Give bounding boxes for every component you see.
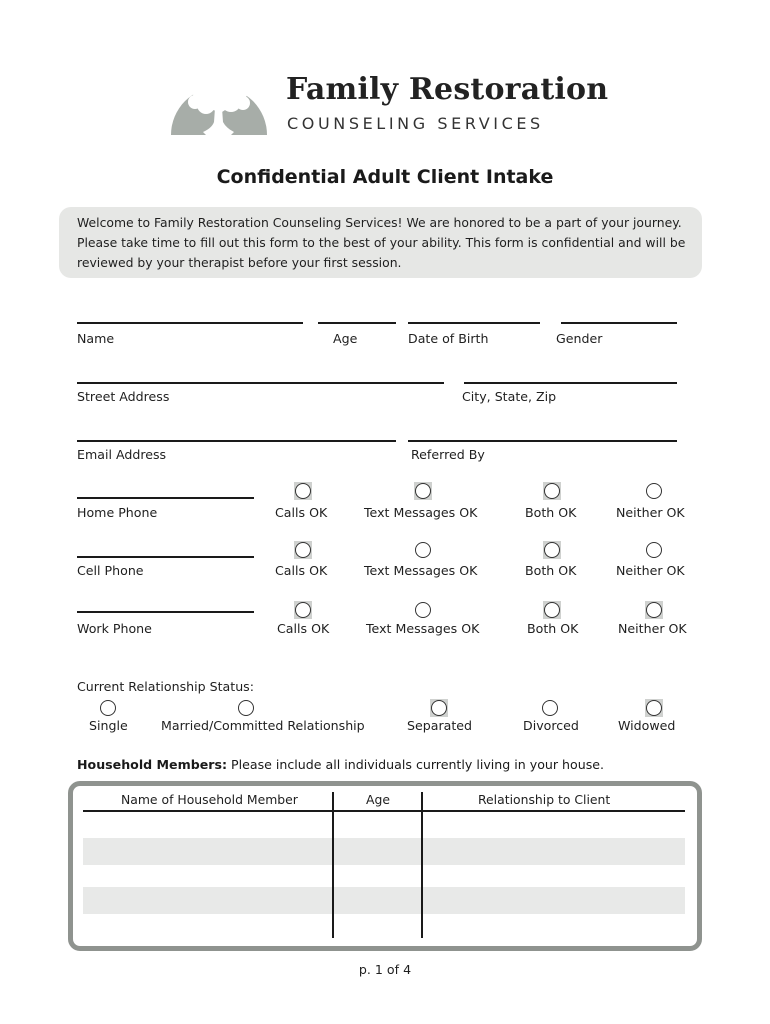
home-phone-field[interactable] [77,497,254,499]
cell-calls-ok-label: Calls OK [275,563,328,578]
home-neither-ok-radio[interactable] [645,482,663,500]
single-label: Single [89,718,128,733]
work-text-ok-radio[interactable] [414,601,432,619]
widowed-label: Widowed [618,718,676,733]
separated-label: Separated [407,718,473,733]
household-members-heading: Household Members: [77,757,228,772]
work-calls-ok-label: Calls OK [277,621,330,636]
age-label: Age [333,331,358,346]
work-calls-ok-radio[interactable] [294,601,312,619]
referred-by-field[interactable] [408,440,677,442]
col-header-relationship: Relationship to Client [478,792,611,807]
tree-icon [170,60,268,136]
name-label: Name [77,331,115,346]
table-row[interactable] [83,838,685,865]
gender-field[interactable] [561,322,677,324]
city-state-zip-field[interactable] [464,382,677,384]
welcome-text: Welcome to Family Restoration Counseling Services! We are honored to be a part of your journey. Please take time to fill out this form to the best of your ability. This form is confidential and will be reviewed by your therapist before your first session. [77,215,686,270]
cell-neither-ok-label: Neither OK [616,563,685,578]
referred-by-label: Referred By [411,447,485,462]
cell-both-ok-radio[interactable] [543,541,561,559]
work-both-ok-radio[interactable] [543,601,561,619]
work-both-ok-label: Both OK [527,621,579,636]
divorced-radio[interactable] [541,699,559,717]
col-header-age: Age [366,792,390,807]
welcome-box [59,207,702,278]
relationship-status-label: Current Relationship Status: [77,679,254,694]
cell-phone-label: Cell Phone [77,563,144,578]
col-header-name: Name of Household Member [121,792,298,807]
name-field[interactable] [77,322,303,324]
street-address-label: Street Address [77,389,170,404]
email-label: Email Address [77,447,167,462]
home-both-ok-radio[interactable] [543,482,561,500]
table-column-divider [421,792,423,938]
married-label: Married/Committed Relationship [161,718,365,733]
email-field[interactable] [77,440,396,442]
work-text-ok-label: Text Messages OK [366,621,480,636]
dob-label: Date of Birth [408,331,489,346]
form-title: Confidential Adult Client Intake [216,166,554,188]
divorced-label: Divorced [523,718,579,733]
work-phone-field[interactable] [77,611,254,613]
household-members-label [77,757,604,772]
table-row[interactable] [83,887,685,914]
cell-both-ok-label: Both OK [525,563,577,578]
home-text-ok-label: Text Messages OK [364,505,478,520]
cell-text-ok-radio[interactable] [414,541,432,559]
cell-calls-ok-radio[interactable] [294,541,312,559]
home-text-ok-radio[interactable] [414,482,432,500]
married-radio[interactable] [237,699,255,717]
work-neither-ok-label: Neither OK [618,621,687,636]
home-calls-ok-radio[interactable] [294,482,312,500]
page-number: p. 1 of 4 [358,962,412,977]
household-members-instruction: Please include all individuals currently living in your house. [227,757,605,772]
logo-mark [170,60,268,136]
city-state-zip-label: City, State, Zip [462,389,557,404]
street-address-field[interactable] [77,382,444,384]
cell-text-ok-label: Text Messages OK [364,563,478,578]
single-radio[interactable] [99,699,117,717]
age-field[interactable] [318,322,396,324]
home-both-ok-label: Both OK [525,505,577,520]
widowed-radio[interactable] [645,699,663,717]
home-phone-label: Home Phone [77,505,158,520]
logo-name: Family Restoration [286,72,609,107]
dob-field[interactable] [408,322,540,324]
work-neither-ok-radio[interactable] [645,601,663,619]
logo-subtitle: COUNSELING SERVICES [287,114,544,133]
separated-radio[interactable] [430,699,448,717]
home-neither-ok-label: Neither OK [616,505,685,520]
cell-phone-field[interactable] [77,556,254,558]
cell-neither-ok-radio[interactable] [645,541,663,559]
table-column-divider [332,792,334,938]
table-header-rule [83,810,685,812]
home-calls-ok-label: Calls OK [275,505,328,520]
work-phone-label: Work Phone [77,621,152,636]
gender-label: Gender [556,331,603,346]
